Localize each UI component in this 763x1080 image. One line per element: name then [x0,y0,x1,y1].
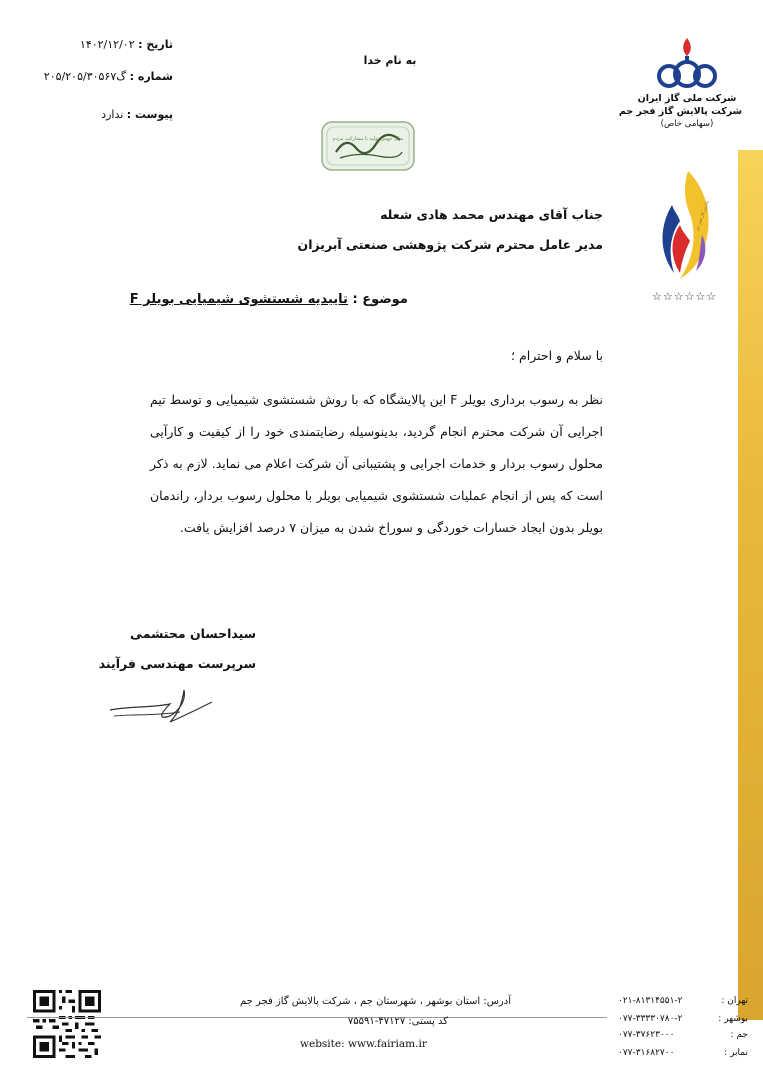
phone-city: تهران : [721,996,748,1006]
flame-text: پالایش گاز فجر جم [694,200,710,232]
greeting: با سلام و احترام ؛ [511,348,603,363]
fajr-flame-icon [650,165,720,285]
number-line [44,70,173,83]
company-line1: شرکت ملی گاز ایران [637,93,737,104]
number-value: گ۲۰۵/۲۰۵/۳۰۵۶۷ [43,70,127,83]
signer-title: سرپرست مهندسی فرآیند [98,656,256,671]
subject-line [130,292,408,307]
motto-text: سال جهش تولید با مشارکت مردم [332,136,404,142]
attachment-line [101,108,173,121]
recipient-name: جناب آقای مهندس محمد هادی شعله [380,207,603,222]
subject-label: موضوع : [352,292,408,307]
rating-stars: ☆☆☆☆☆☆ [652,290,718,303]
footer-address: آدرس: استان بوشهر ، شهرستان جم ، شرکت پالایش گاز فجر جم [240,996,511,1007]
footer-website: website: www.fairiam.ir [300,1038,427,1050]
phone-number: ۰۲۱-۸۱۳۱۴۵۵۱-۲ [618,996,683,1006]
footer-postal: کد پستی: ۴۷۱۲۷-۷۵۵۹۱ [347,1016,448,1027]
gold-side-band [738,150,763,1020]
bismillah-heading: به نام خدا [363,54,417,67]
nigc-logo-icon [655,36,719,90]
letter-body: نظر به رسوب برداری بویلر F این پالایشگاه که با روش شستشوی شیمیایی و توسط تیم اجرایی آن شرکت محترم انجام گردید، بدینوسیله رضایتمندی خود را از کیفیت و کارآیی محلول رسوب بردار و خدمات اجرایی و پشتیبانی آن شرکت اعلام می نماید. لازم به ذکر است که پس از انجام عملیات شستشوی شیمیایی بویلر با محلول رسوب بردار، راندمان بویلر بدون ایجاد خسارات خوردگی و سوراخ شدن به میزان ۷ درصد افزایش یافت. [150,392,603,535]
phone-number: ۰۷۷-۳۳۳۳۰۷۸۰-۲ [618,1014,683,1024]
company-line3: (سهامی خاص) [660,119,714,129]
phone-city: بوشهر : [718,1014,748,1024]
attachment-value: ندارد [101,108,124,121]
number-label: شماره : [129,70,173,83]
handwritten-signature [100,680,220,730]
phone-city: نمابر : [724,1048,748,1058]
date-label: تاریخ : [138,38,173,51]
footer-divider [27,1017,607,1018]
phone-number: ۰۷۷-۳۷۶۲۳۰۰۰ [618,1030,675,1040]
phone-number: ۰۷۷-۳۱۶۸۲۷۰۰ [618,1048,675,1058]
signer-name: سیداحسان محتشمی [130,626,256,641]
recipient-title: مدیر عامل محترم شرکت پژوهشی صنعتی آبریزان [297,237,603,252]
phone-city: جم : [730,1030,748,1040]
date-line [80,38,173,51]
company-line2: شرکت پالایش گاز فجر جم [618,106,742,117]
subject-value: تاییدیه شستشوی شیمیایی بویلر F [129,292,348,307]
date-value: ۱۴۰۲/۱۲/۰۲ [79,38,135,51]
attachment-label: پیوست : [126,108,173,121]
motto-emblem [318,118,418,174]
qr-code [33,990,101,1058]
company-block [618,92,742,131]
